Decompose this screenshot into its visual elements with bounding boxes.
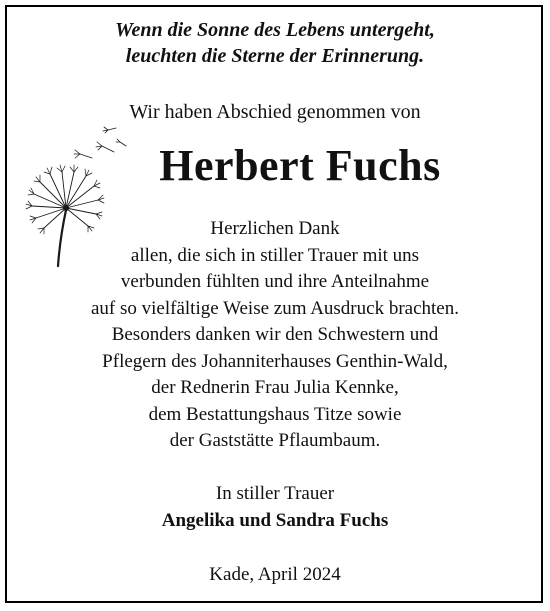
thanks-line: verbunden fühlten und ihre Anteilnahme [120,271,430,292]
intro-text: Wir haben Abschied genommen von [129,101,421,123]
motto-line-1: Wenn die Sonne des Lebens untergeht, [115,19,435,41]
thanks-line: auf so vielfältige Weise zum Ausdruck brachten. [91,298,459,319]
deceased-name: Herbert Fuchs [159,141,441,190]
motto-line-2: leuchten die Sterne der Erinnerung. [125,45,425,67]
thanks-line: Besonders danken wir den Schwestern und [111,324,439,345]
thanks-line: Pflegern des Johanniterhauses Genthin-Wald, [102,351,448,372]
thanks-line: allen, die sich in stiller Trauer mit uns [130,245,420,266]
place-date: Kade, April 2024 [209,564,341,585]
signatories: Angelika und Sandra Fuchs [161,510,389,531]
thanks-line: dem Bestattungshaus Titze sowie [148,404,402,425]
closing-phrase: In stiller Trauer [215,483,335,504]
thanks-line: der Rednerin Frau Julia Kennke, [151,377,399,398]
thanks-heading: Herzlichen Dank [210,218,340,239]
thanks-line: der Gaststätte Pflaumbaum. [169,430,381,451]
